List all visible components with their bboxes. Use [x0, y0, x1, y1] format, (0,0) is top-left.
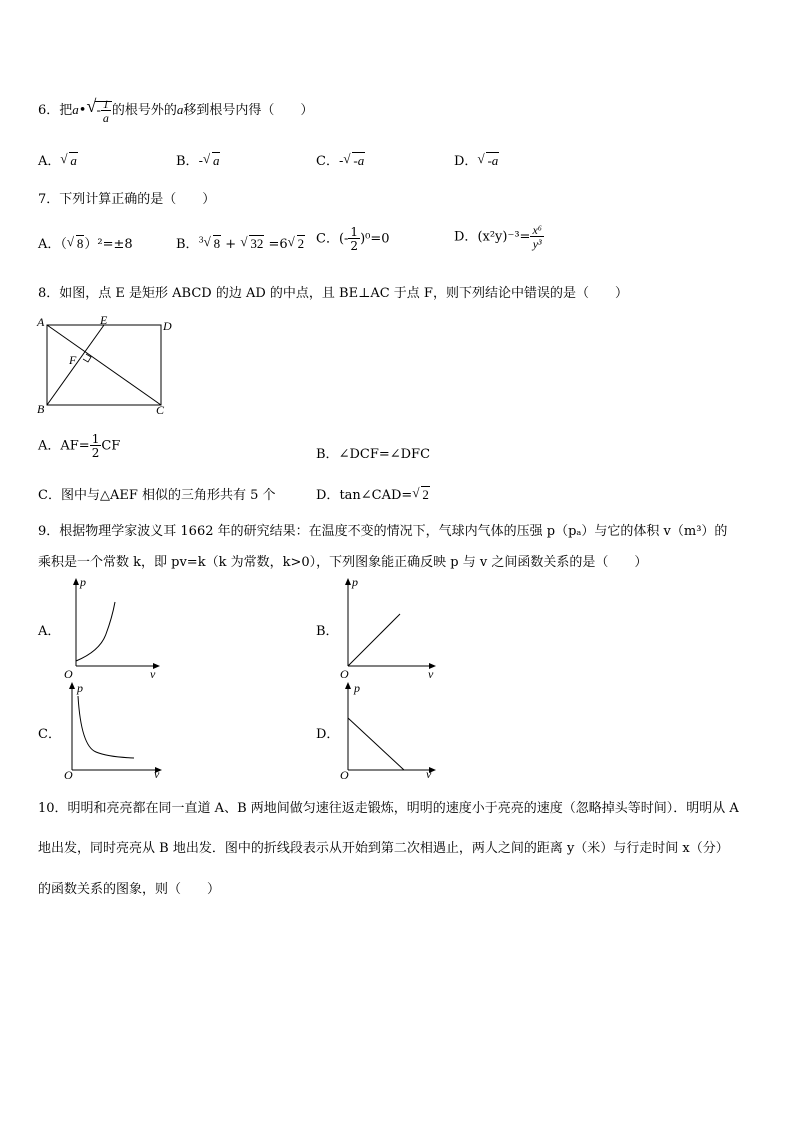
line-decreasing	[348, 718, 404, 770]
q7-option-b-radical1	[204, 236, 222, 252]
point-label-c: C	[156, 403, 165, 417]
q7-option-d-frac-den: y³	[532, 237, 542, 251]
q9-option-d-label[interactable]: D．	[316, 727, 340, 742]
q7-option-a-post: ）²=±8	[84, 237, 133, 252]
axis-y-arrow	[345, 682, 351, 689]
q8-option-b[interactable]	[316, 443, 430, 462]
q6-stem	[38, 93, 314, 126]
q7-option-d-label: D．	[454, 229, 478, 245]
q6-option-c-label: C．	[316, 154, 339, 169]
q6-option-a[interactable]	[38, 150, 78, 169]
q7-option-d-frac-num: x⁶	[532, 223, 542, 237]
q8-option-b-text: ∠DCF=∠DFC	[338, 447, 431, 462]
point-label-b: B	[37, 402, 45, 416]
q8-option-d-pre: tan∠CAD=	[339, 488, 413, 503]
q7-option-b-index: 3	[198, 235, 204, 245]
q7-option-c-label: C．	[316, 231, 339, 247]
q9-stem-line1: 9．根据物理学家波义耳 1662 年的研究结果：在温度不变的情况下，气球内气体的压强 p（pₐ）与它的体积 v（m³）的	[38, 524, 728, 539]
q6-post2: 移到根号内得（ ）	[183, 103, 314, 118]
q6-fraction	[101, 98, 111, 124]
q8-option-c[interactable]	[38, 484, 276, 503]
q7-option-b-radical2	[240, 236, 264, 252]
axis-v-label: v	[426, 767, 432, 781]
q9-graph-a[interactable]	[60, 576, 160, 680]
q9-option-b-label[interactable]: B．	[316, 624, 339, 639]
q7-option-b-rad1: 8	[213, 236, 221, 251]
q6-option-c-text: -	[338, 154, 344, 169]
q8-option-d-rad: 2	[422, 487, 429, 502]
q9-graph-b[interactable]	[338, 576, 438, 680]
axis-y-arrow	[73, 578, 79, 585]
q7-option-b-radical3	[288, 236, 306, 252]
axis-y-arrow	[69, 682, 75, 689]
q6-option-d-label: D．	[454, 154, 478, 169]
q6-option-b-label: B．	[176, 154, 199, 169]
axis-p-label: p	[352, 576, 358, 589]
point-label-a: A	[37, 315, 45, 329]
curve-hyperbola	[78, 696, 134, 758]
q7-stem: 7．下列计算正确的是（ ）	[38, 192, 216, 207]
q8-option-a[interactable]	[38, 433, 120, 459]
q9-graph-c[interactable]	[60, 680, 164, 784]
q7-option-d-pre: (x²y)⁻³=	[477, 229, 531, 245]
origin-label: O	[64, 667, 73, 680]
q10-stem-line2: 地出发，同时亮亮从 B 地出发．图中的折线段表示从开始到第二次相遇止，两人之间的距离 y（米）与行走时间 x（分）	[38, 841, 729, 856]
q6-option-b-rad: a	[212, 153, 220, 168]
q6-minus: -	[96, 102, 101, 117]
q6-option-b[interactable]	[176, 150, 220, 169]
q7-option-b-eq: =6	[264, 237, 288, 252]
q6-option-d-rad: -a	[487, 153, 499, 168]
q7-option-a-radical	[67, 236, 85, 252]
diagonal-ac	[47, 325, 161, 405]
q7-option-a-rad: 8	[76, 236, 84, 251]
q6-option-b-radical	[203, 153, 221, 169]
q7-option-d-fraction	[530, 224, 544, 250]
q6-post-a: a	[176, 102, 184, 117]
q8-option-a-pre: AF=	[60, 438, 90, 454]
q9-option-c-label[interactable]: C．	[38, 727, 61, 742]
q8-rectangle-figure	[36, 314, 178, 420]
q6-option-c[interactable]	[316, 150, 365, 169]
q9-stem-line2: 乘积是一个常数 k，即 pv=k（k 为常数，k>0），下列图象能正确反映 p 与 v 之间函数关系的是（ ）	[38, 555, 648, 570]
q7-option-b-label: B．	[176, 237, 199, 252]
q7-option-b-rad3: 2	[297, 236, 305, 251]
q8-option-a-frac-den: 2	[91, 446, 100, 460]
q7-option-c-fraction	[348, 226, 360, 252]
q8-stem: 8．如图，点 E 是矩形 ABCD 的边 AD 的中点，且 BE⊥AC 于点 F，则下列结论中错误的是（ ）	[38, 286, 628, 301]
q8-option-d-label: D．	[316, 488, 340, 503]
q7-option-b-plus: +	[221, 237, 241, 252]
q6-post: 的根号外的	[111, 103, 177, 118]
q8-option-c-label: C．	[38, 488, 61, 503]
q7-option-a-pre: （	[60, 237, 67, 252]
q8-option-b-label: B．	[316, 447, 339, 462]
q7-option-c-pre: (-	[338, 231, 349, 247]
origin-label: O	[340, 768, 349, 782]
q7-option-b-rad2: 32	[250, 236, 264, 251]
q7-option-c[interactable]	[316, 226, 390, 252]
axis-y-arrow	[345, 578, 351, 585]
q6-frac-den: a	[102, 111, 109, 126]
q10-stem-line3: 的函数关系的图象，则（ ）	[38, 882, 221, 897]
point-label-e: E	[100, 314, 108, 327]
q6-option-b-text: -	[198, 154, 203, 169]
q9-graph-d[interactable]	[338, 680, 438, 784]
point-label-f: F	[69, 353, 77, 367]
q6-radical	[86, 93, 111, 125]
q6-option-d[interactable]	[454, 150, 499, 169]
q7-option-a[interactable]	[38, 233, 133, 252]
q7-option-c-frac-den: 2	[350, 239, 359, 253]
q8-option-d-radical	[412, 487, 430, 503]
q6-dot: •	[78, 103, 87, 118]
q8-option-a-fraction	[90, 433, 102, 459]
q6-var-a: a	[72, 102, 79, 117]
q7-option-c-post: )⁰=0	[360, 231, 390, 247]
q8-option-a-frac-num: 1	[91, 432, 100, 446]
q9-option-a-label[interactable]: A．	[38, 624, 61, 639]
point-label-d: D	[163, 319, 172, 333]
axis-v-label: v	[428, 667, 434, 680]
q6-frac-num: 1	[102, 97, 109, 112]
axis-p-label: p	[80, 576, 86, 589]
curve-increasing	[76, 602, 115, 661]
q7-option-b[interactable]	[176, 233, 305, 252]
origin-label: O	[340, 667, 349, 680]
q7-option-c-frac-num: 1	[350, 225, 359, 239]
q7-option-a-label: A．	[38, 237, 61, 252]
line-proportional	[348, 614, 400, 666]
q8-option-c-text: 图中与△AEF 相似的三角形共有 5 个	[60, 488, 276, 503]
q6-option-c-rad: -a	[353, 153, 365, 168]
q8-option-a-label: A．	[38, 438, 61, 454]
q6-option-a-label: A．	[38, 154, 61, 169]
axis-p-label: p	[77, 681, 83, 695]
origin-label: O	[64, 768, 73, 782]
q6-option-a-rad: a	[70, 153, 77, 168]
q6-option-c-radical	[343, 153, 365, 169]
axis-p-label: p	[354, 681, 360, 695]
q6-number: 6．	[38, 103, 60, 118]
q6-pre: 把	[59, 103, 73, 118]
q8-option-a-post: CF	[101, 438, 121, 454]
axis-v-label: v	[150, 667, 156, 680]
q6-option-a-radical	[60, 153, 78, 169]
q6-option-d-radical	[477, 153, 499, 169]
q7-option-d[interactable]	[454, 224, 544, 250]
q8-option-d[interactable]	[316, 484, 430, 503]
q10-stem-line1: 10．明明和亮亮都在同一直道 A、B 两地间做匀速往返走锻炼，明明的速度小于亮亮的速度（忽略掉头等时间）．明明从 A	[38, 801, 739, 816]
axis-v-label: v	[154, 767, 160, 781]
